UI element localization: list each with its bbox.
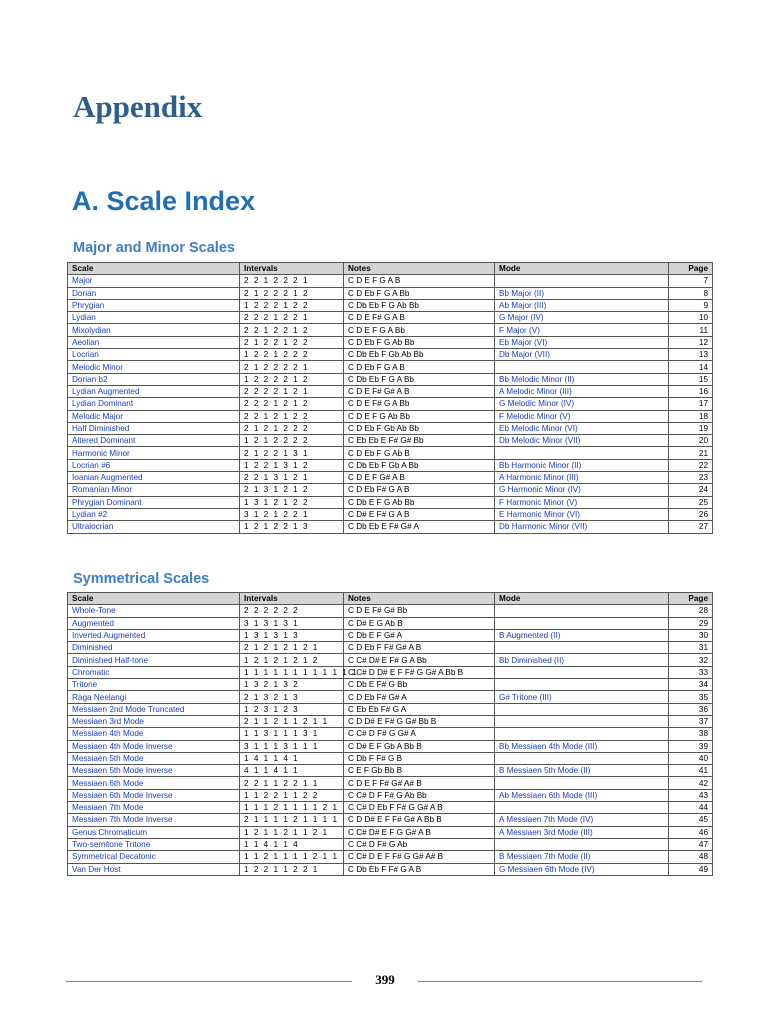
scale-name-cell[interactable]: Half Diminished	[68, 422, 240, 434]
notes-cell: C E F Gb Bb B	[344, 765, 495, 777]
table-row	[68, 349, 713, 361]
notes-cell: C Eb Eb F# G A	[344, 703, 495, 715]
mode-cell[interactable]: Eb Melodic Minor (VI)	[495, 422, 669, 434]
page-cell: 28	[669, 605, 713, 617]
scale-name-cell[interactable]: Dorian b2	[68, 373, 240, 385]
page-cell: 33	[669, 666, 713, 678]
table-row	[68, 435, 713, 447]
intervals-cell: 3 1 1 1 3 1 1 1	[240, 740, 344, 752]
notes-cell: C C# D Eb F F# G G# A B	[344, 802, 495, 814]
col-header-scale: Scale	[68, 263, 240, 275]
mode-cell[interactable]: Eb Major (VI)	[495, 336, 669, 348]
notes-cell: C C# D# E F# G A Bb	[344, 654, 495, 666]
scale-name-cell[interactable]: Altered Dominant	[68, 435, 240, 447]
mode-cell[interactable]: Ab Messiaen 6th Mode (III)	[495, 789, 669, 801]
table-row	[68, 410, 713, 422]
notes-cell: C D E F# G A Bb	[344, 398, 495, 410]
notes-cell: C D E F G A Bb	[344, 324, 495, 336]
table-row	[68, 398, 713, 410]
intervals-cell: 1 1 2 2 1 1 2 2	[240, 789, 344, 801]
table-row	[68, 838, 713, 850]
mode-cell[interactable]	[495, 361, 669, 373]
table-row	[68, 484, 713, 496]
col-header-notes: Notes	[344, 593, 495, 605]
page-cell: 40	[669, 752, 713, 764]
scale-name-cell[interactable]: Mixolydian	[68, 324, 240, 336]
notes-cell: C Db E F G Ab Bb	[344, 496, 495, 508]
page-cell: 35	[669, 691, 713, 703]
page-cell: 13	[669, 349, 713, 361]
scale-name-cell[interactable]: Messiaen 3rd Mode	[68, 715, 240, 727]
table-row	[68, 789, 713, 801]
page-cell: 42	[669, 777, 713, 789]
scale-name-cell[interactable]: Lydian	[68, 312, 240, 324]
notes-cell: C D Eb F G Ab Bb	[344, 336, 495, 348]
intervals-cell: 1 2 1 2 2 2 2	[240, 435, 344, 447]
scale-name-cell[interactable]: Genus Chromaticum	[68, 826, 240, 838]
mode-cell[interactable]: G# Tritone (III)	[495, 691, 669, 703]
intervals-cell: 1 2 2 2 2 1 2	[240, 373, 344, 385]
scale-name-cell[interactable]: Messiaen 4th Mode	[68, 728, 240, 740]
page-cell: 44	[669, 802, 713, 814]
intervals-cell: 1 2 2 1 3 1 2	[240, 459, 344, 471]
table-row	[68, 728, 713, 740]
table-row	[68, 422, 713, 434]
table-row	[68, 814, 713, 826]
table-row	[68, 740, 713, 752]
page-cell: 38	[669, 728, 713, 740]
intervals-cell: 1 2 1 1 2 1 1 2 1	[240, 826, 344, 838]
table-row	[68, 299, 713, 311]
mode-cell[interactable]	[495, 679, 669, 691]
mode-cell[interactable]: Db Major (VII)	[495, 349, 669, 361]
mode-cell[interactable]	[495, 275, 669, 287]
notes-cell: C C# D D# E F F# G G# A Bb B	[344, 666, 495, 678]
notes-cell: C D E F G A B	[344, 275, 495, 287]
intervals-cell: 1 2 2 1 1 2 2 1	[240, 863, 344, 875]
col-header-intervals: Intervals	[240, 593, 344, 605]
scale-name-cell[interactable]: Messiaen 5th Mode	[68, 752, 240, 764]
footer-rule-left	[66, 981, 352, 982]
scale-name-cell[interactable]: Messiaen 7th Mode Inverse	[68, 814, 240, 826]
table-row	[68, 679, 713, 691]
intervals-cell: 2 1 1 1 1 2 1 1 1 1	[240, 814, 344, 826]
table-row	[68, 385, 713, 397]
notes-cell: C D E F F# G# A# B	[344, 777, 495, 789]
notes-cell: C D E F G Ab Bb	[344, 410, 495, 422]
table-row	[68, 802, 713, 814]
page-cell: 31	[669, 642, 713, 654]
mode-cell[interactable]: Bb Major (II)	[495, 287, 669, 299]
col-header-scale: Scale	[68, 593, 240, 605]
mode-cell[interactable]	[495, 666, 669, 678]
scale-name-cell[interactable]: Two-semitone Tritone	[68, 838, 240, 850]
scale-name-cell[interactable]: Lydian Dominant	[68, 398, 240, 410]
symmetrical-heading: Symmetrical Scales	[73, 571, 210, 587]
scale-name-cell[interactable]: Messiaen 5th Mode Inverse	[68, 765, 240, 777]
mode-cell[interactable]	[495, 447, 669, 459]
table-row	[68, 459, 713, 471]
mode-cell[interactable]	[495, 802, 669, 814]
page-cell: 24	[669, 484, 713, 496]
page-cell: 17	[669, 398, 713, 410]
page-cell: 29	[669, 617, 713, 629]
notes-cell: C C# D# E F G G# A B	[344, 826, 495, 838]
major-minor-table-body	[68, 275, 713, 533]
table-row	[68, 654, 713, 666]
intervals-cell: 1 3 2 1 3 2	[240, 679, 344, 691]
table-row	[68, 642, 713, 654]
page-cell: 12	[669, 336, 713, 348]
mode-cell[interactable]: Bb Melodic Minor (II)	[495, 373, 669, 385]
scale-name-cell[interactable]: Messiaen 6th Mode	[68, 777, 240, 789]
notes-cell: C Db Eb F Gb A Bb	[344, 459, 495, 471]
notes-cell: C Db F F# G B	[344, 752, 495, 764]
mode-cell[interactable]	[495, 728, 669, 740]
page-cell: 41	[669, 765, 713, 777]
col-header-mode: Mode	[495, 263, 669, 275]
page-cell: 26	[669, 508, 713, 520]
scale-name-cell[interactable]: Romanian Minor	[68, 484, 240, 496]
scale-name-cell[interactable]: Melodic Major	[68, 410, 240, 422]
intervals-cell: 4 1 1 4 1 1	[240, 765, 344, 777]
intervals-cell: 1 3 1 2 1 2 2	[240, 496, 344, 508]
table-row	[68, 508, 713, 520]
mode-cell[interactable]	[495, 715, 669, 727]
table-row	[68, 703, 713, 715]
table-row	[68, 472, 713, 484]
scale-name-cell[interactable]: Chromatic	[68, 666, 240, 678]
mode-cell[interactable]: F Harmonic Minor (V)	[495, 496, 669, 508]
notes-cell: C C# D E F F# G G# A# B	[344, 851, 495, 863]
table-row	[68, 361, 713, 373]
col-header-page: Page	[669, 593, 713, 605]
notes-cell: C D Eb F# G# A	[344, 691, 495, 703]
page-cell: 9	[669, 299, 713, 311]
table-row	[68, 617, 713, 629]
notes-cell: C D Eb F G A B	[344, 361, 495, 373]
mode-cell[interactable]: G Melodic Minor (IV)	[495, 398, 669, 410]
intervals-cell: 2 1 2 2 2 1 2	[240, 287, 344, 299]
mode-cell[interactable]	[495, 642, 669, 654]
mode-cell[interactable]: F Major (V)	[495, 324, 669, 336]
intervals-cell: 2 1 2 1 2 2 2	[240, 422, 344, 434]
scale-name-cell[interactable]: Tritone	[68, 679, 240, 691]
notes-cell: C D E F# G A B	[344, 312, 495, 324]
mode-cell[interactable]: Db Melodic Minor (VII)	[495, 435, 669, 447]
page-cell: 14	[669, 361, 713, 373]
scale-name-cell[interactable]: Van Der Host	[68, 863, 240, 875]
intervals-cell: 1 4 1 1 4 1	[240, 752, 344, 764]
mode-cell[interactable]	[495, 838, 669, 850]
mode-cell[interactable]: B Messiaen 7th Mode (II)	[495, 851, 669, 863]
intervals-cell: 3 1 2 1 2 2 1	[240, 508, 344, 520]
col-header-mode: Mode	[495, 593, 669, 605]
scale-name-cell[interactable]: Harmonic Minor	[68, 447, 240, 459]
scale-name-cell[interactable]: Diminished Half-tone	[68, 654, 240, 666]
scale-name-cell[interactable]: Locrian	[68, 349, 240, 361]
notes-cell: C D Eb F Gb Ab Bb	[344, 422, 495, 434]
mode-cell[interactable]: F Melodic Minor (V)	[495, 410, 669, 422]
page-number: 399	[375, 972, 395, 987]
scale-name-cell[interactable]: Messiaen 6th Mode Inverse	[68, 789, 240, 801]
notes-cell: C D Eb F F# G# A B	[344, 642, 495, 654]
page-cell: 47	[669, 838, 713, 850]
table-row	[68, 336, 713, 348]
scale-name-cell[interactable]: Dorian	[68, 287, 240, 299]
page-cell: 22	[669, 459, 713, 471]
notes-cell: C Db E F# G Bb	[344, 679, 495, 691]
notes-cell: C D E F# G# Bb	[344, 605, 495, 617]
mode-cell[interactable]	[495, 752, 669, 764]
notes-cell: C C# D F# G Ab	[344, 838, 495, 850]
intervals-cell: 1 1 4 1 1 4	[240, 838, 344, 850]
page-cell: 27	[669, 521, 713, 533]
mode-cell[interactable]: Ab Major (III)	[495, 299, 669, 311]
mode-cell[interactable]	[495, 777, 669, 789]
mode-cell[interactable]: Bb Messiaen 4th Mode (III)	[495, 740, 669, 752]
mode-cell[interactable]: Db Harmonic Minor (VII)	[495, 521, 669, 533]
scale-name-cell[interactable]: Messiaen 4th Mode Inverse	[68, 740, 240, 752]
notes-cell: C C# D F# G G# A	[344, 728, 495, 740]
notes-cell: C D Eb F G Ab B	[344, 447, 495, 459]
notes-cell: C D Eb F# G A B	[344, 484, 495, 496]
table-row	[68, 752, 713, 764]
intervals-cell: 2 2 1 2 2 1 2	[240, 324, 344, 336]
intervals-cell: 2 2 1 3 1 2 1	[240, 472, 344, 484]
intervals-cell: 1 3 1 3 1 3	[240, 629, 344, 641]
notes-cell: C D E F G# A B	[344, 472, 495, 484]
mode-cell[interactable]: Bb Diminished (II)	[495, 654, 669, 666]
table-row	[68, 447, 713, 459]
mode-cell[interactable]: G Major (IV)	[495, 312, 669, 324]
symmetrical-table	[67, 592, 713, 876]
notes-cell: C Db E F G# A	[344, 629, 495, 641]
page-cell: 43	[669, 789, 713, 801]
intervals-cell: 1 2 2 1 2 2 2	[240, 349, 344, 361]
scale-name-cell[interactable]: Phrygian Dominant	[68, 496, 240, 508]
page-cell: 32	[669, 654, 713, 666]
table-row	[68, 666, 713, 678]
table-row	[68, 287, 713, 299]
scale-name-cell[interactable]: Lydian #2	[68, 508, 240, 520]
scale-name-cell[interactable]: Lydian Augmented	[68, 385, 240, 397]
scale-name-cell[interactable]: Ioanian Augmented	[68, 472, 240, 484]
notes-cell: C Db Eb F Gb Ab Bb	[344, 349, 495, 361]
scale-name-cell[interactable]: Inverted Augmented	[68, 629, 240, 641]
notes-cell: C Db Eb F F# G A B	[344, 863, 495, 875]
scale-name-cell[interactable]: Messiaen 2nd Mode Truncated	[68, 703, 240, 715]
intervals-cell: 2 1 3 2 1 3	[240, 691, 344, 703]
col-header-notes: Notes	[344, 263, 495, 275]
scale-index-heading: A. Scale Index	[72, 186, 256, 216]
col-header-page: Page	[669, 263, 713, 275]
page-cell: 16	[669, 385, 713, 397]
intervals-cell: 2 1 1 2 1 1 2 1 1	[240, 715, 344, 727]
page-cell: 18	[669, 410, 713, 422]
page-cell: 21	[669, 447, 713, 459]
table-row	[68, 312, 713, 324]
scale-name-cell[interactable]: Melodic Minor	[68, 361, 240, 373]
notes-cell: C D# E F# G A B	[344, 508, 495, 520]
scale-name-cell[interactable]: Locrian #6	[68, 459, 240, 471]
scale-name-cell[interactable]: Major	[68, 275, 240, 287]
mode-cell[interactable]: A Messiaen 7th Mode (IV)	[495, 814, 669, 826]
table-header-row	[68, 593, 713, 605]
notes-cell: C Db Eb E F# G# A	[344, 521, 495, 533]
intervals-cell: 2 2 2 2 2 2	[240, 605, 344, 617]
scale-name-cell[interactable]: Phrygian	[68, 299, 240, 311]
mode-cell[interactable]	[495, 617, 669, 629]
intervals-cell: 1 1 2 1 1 1 1 2 1 1	[240, 851, 344, 863]
page-cell: 34	[669, 679, 713, 691]
intervals-cell: 2 2 1 1 2 2 1 1	[240, 777, 344, 789]
notes-cell: C D D# E F F# G# A Bb B	[344, 814, 495, 826]
intervals-cell: 2 1 3 1 2 1 2	[240, 484, 344, 496]
scale-name-cell[interactable]: Raga Neelangi	[68, 691, 240, 703]
scale-name-cell[interactable]: Aeolian	[68, 336, 240, 348]
intervals-cell: 1 1 3 1 1 1 3 1	[240, 728, 344, 740]
page-cell: 49	[669, 863, 713, 875]
intervals-cell: 2 2 2 1 2 1 2	[240, 398, 344, 410]
intervals-cell: 2 1 2 2 2 2 1	[240, 361, 344, 373]
page-cell: 25	[669, 496, 713, 508]
intervals-cell: 2 2 1 2 2 2 1	[240, 275, 344, 287]
scale-name-cell[interactable]: Augmented	[68, 617, 240, 629]
mode-cell[interactable]: G Messiaen 6th Mode (IV)	[495, 863, 669, 875]
mode-cell[interactable]: A Melodic Minor (III)	[495, 385, 669, 397]
notes-cell: C Eb Eb E F# G# Bb	[344, 435, 495, 447]
mode-cell[interactable]: A Harmonic Minor (III)	[495, 472, 669, 484]
page-cell: 39	[669, 740, 713, 752]
mode-cell[interactable]: B Messiaen 5th Mode (II)	[495, 765, 669, 777]
footer-rule-right	[418, 981, 702, 982]
scale-name-cell[interactable]: Messiaen 7th Mode	[68, 802, 240, 814]
table-row	[68, 691, 713, 703]
major-minor-heading: Major and Minor Scales	[73, 240, 235, 256]
intervals-cell: 2 2 1 2 1 2 2	[240, 410, 344, 422]
mode-cell[interactable]	[495, 605, 669, 617]
intervals-cell: 1 2 1 2 2 1 3	[240, 521, 344, 533]
scale-name-cell[interactable]: Ultralocrian	[68, 521, 240, 533]
symmetrical-table-body	[68, 605, 713, 876]
table-row	[68, 777, 713, 789]
intervals-cell: 2 2 2 2 1 2 1	[240, 385, 344, 397]
notes-cell: C D Eb F G A Bb	[344, 287, 495, 299]
intervals-cell: 2 1 2 2 1 2 2	[240, 336, 344, 348]
page-cell: 10	[669, 312, 713, 324]
table-row	[68, 373, 713, 385]
page-cell: 36	[669, 703, 713, 715]
intervals-cell: 1 1 1 1 1 1 1 1 1 1 1 1	[240, 666, 344, 678]
page-cell: 20	[669, 435, 713, 447]
page-cell: 8	[669, 287, 713, 299]
table-row	[68, 324, 713, 336]
mode-cell[interactable]: E Harmonic Minor (VI)	[495, 508, 669, 520]
table-header-row	[68, 263, 713, 275]
intervals-cell: 2 1 2 1 2 1 2 1	[240, 642, 344, 654]
page-cell: 15	[669, 373, 713, 385]
notes-cell: C C# D F F# G Ab Bb	[344, 789, 495, 801]
mode-cell[interactable]: A Messiaen 3rd Mode (III)	[495, 826, 669, 838]
table-row	[68, 765, 713, 777]
page-cell: 7	[669, 275, 713, 287]
mode-cell[interactable]: Bb Harmonic Minor (II)	[495, 459, 669, 471]
table-row	[68, 629, 713, 641]
page-cell: 11	[669, 324, 713, 336]
page-cell: 19	[669, 422, 713, 434]
page-cell: 48	[669, 851, 713, 863]
page-cell: 37	[669, 715, 713, 727]
table-row	[68, 496, 713, 508]
notes-cell: C Db Eb F G A Bb	[344, 373, 495, 385]
mode-cell[interactable]: G Harmonic Minor (IV)	[495, 484, 669, 496]
notes-cell: C D# E G Ab B	[344, 617, 495, 629]
notes-cell: C D# E F Gb A Bb B	[344, 740, 495, 752]
mode-cell[interactable]: B Augmented (II)	[495, 629, 669, 641]
scale-name-cell[interactable]: Diminished	[68, 642, 240, 654]
major-minor-table	[67, 262, 713, 534]
mode-cell[interactable]	[495, 703, 669, 715]
table-row	[68, 863, 713, 875]
intervals-cell: 2 2 2 1 2 2 1	[240, 312, 344, 324]
scale-name-cell[interactable]: Symmetrical Decatonic	[68, 851, 240, 863]
table-row	[68, 275, 713, 287]
notes-cell: C D E F# G# A B	[344, 385, 495, 397]
intervals-cell: 1 2 2 2 1 2 2	[240, 299, 344, 311]
page-cell: 45	[669, 814, 713, 826]
page-cell: 23	[669, 472, 713, 484]
col-header-intervals: Intervals	[240, 263, 344, 275]
table-row	[68, 715, 713, 727]
table-row	[68, 826, 713, 838]
table-row	[68, 521, 713, 533]
notes-cell: C D D# E F# G G# Bb B	[344, 715, 495, 727]
intervals-cell: 1 2 3 1 2 3	[240, 703, 344, 715]
table-row	[68, 851, 713, 863]
notes-cell: C Db Eb F G Ab Bb	[344, 299, 495, 311]
appendix-heading: Appendix	[73, 89, 203, 124]
scale-name-cell[interactable]: Whole-Tone	[68, 605, 240, 617]
page-cell: 30	[669, 629, 713, 641]
intervals-cell: 1 1 1 2 1 1 1 1 2 1	[240, 802, 344, 814]
intervals-cell: 1 2 1 2 1 2 1 2	[240, 654, 344, 666]
intervals-cell: 3 1 3 1 3 1	[240, 617, 344, 629]
intervals-cell: 2 1 2 2 1 3 1	[240, 447, 344, 459]
page-cell: 46	[669, 826, 713, 838]
table-row	[68, 605, 713, 617]
